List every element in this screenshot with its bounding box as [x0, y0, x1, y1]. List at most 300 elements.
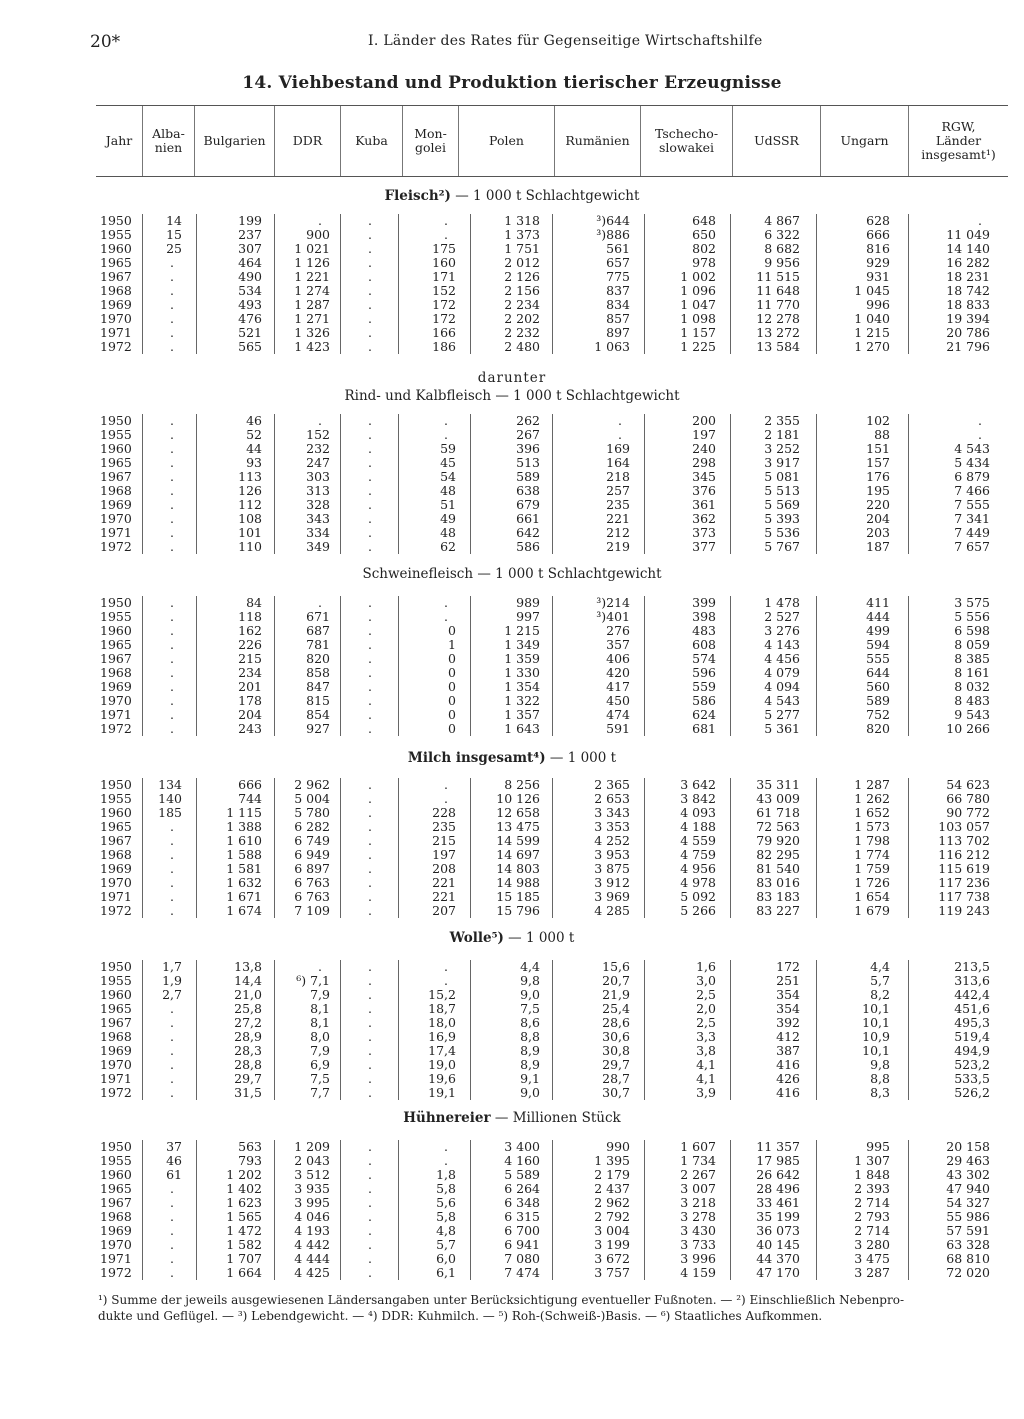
value-cell: 19,0	[428, 1057, 456, 1072]
value-cell: 8 032	[954, 679, 990, 694]
value-cell: 1 623	[226, 1195, 262, 1210]
value-cell: 25	[166, 241, 182, 256]
value-cell: 490	[238, 269, 262, 284]
value-cell: 6 700	[504, 1223, 540, 1238]
value-cell: 2,5	[696, 987, 716, 1002]
value-cell: 7 657	[954, 539, 990, 554]
value-cell: 54 623	[946, 777, 990, 792]
value-cell: 5,7	[436, 1237, 456, 1252]
value-cell: 3,0	[696, 973, 716, 988]
value-cell: 565	[238, 339, 262, 354]
value-cell: 4 956	[680, 861, 716, 876]
value-cell: 3 475	[854, 1251, 890, 1266]
table-row	[0, 1154, 1024, 1167]
column-rule	[644, 414, 645, 554]
value-cell: 28,3	[234, 1043, 262, 1058]
column-rule	[470, 778, 471, 918]
year-cell: 1960	[100, 987, 132, 1002]
value-cell: 990	[606, 1139, 630, 1154]
value-cell: 15 185	[496, 889, 540, 904]
value-cell: 586	[692, 693, 716, 708]
value-cell: 1 472	[226, 1223, 262, 1238]
value-cell: 112	[238, 497, 262, 512]
value-cell: 28,9	[234, 1029, 262, 1044]
column-rule	[142, 960, 143, 1100]
value-cell: .	[368, 469, 372, 484]
value-cell: 1 395	[594, 1153, 630, 1168]
value-cell: 1 674	[226, 903, 262, 918]
value-cell: 1 318	[504, 213, 540, 228]
value-cell: 84	[246, 595, 262, 610]
value-cell: .	[170, 1043, 174, 1058]
footnotes	[98, 1292, 988, 1324]
value-cell: 775	[606, 269, 630, 284]
value-cell: 172	[432, 297, 456, 312]
value-cell: 5 569	[764, 497, 800, 512]
value-cell: 1 643	[504, 721, 540, 736]
value-cell: 61 718	[756, 805, 800, 820]
value-cell: 7,9	[310, 987, 330, 1002]
value-cell: 4,4	[520, 959, 540, 974]
value-cell: .	[368, 595, 372, 610]
value-cell: 35 199	[756, 1209, 800, 1224]
value-cell: 5 589	[504, 1167, 540, 1182]
value-cell: 412	[776, 1029, 800, 1044]
value-cell: 237	[238, 227, 262, 242]
value-cell: 151	[866, 441, 890, 456]
value-cell: 1 679	[854, 903, 890, 918]
value-cell: .	[368, 1001, 372, 1016]
year-cell: 1972	[100, 1085, 132, 1100]
year-cell: 1969	[100, 497, 132, 512]
value-cell: 820	[866, 721, 890, 736]
value-cell: .	[318, 595, 322, 610]
value-cell: 9,0	[520, 1085, 540, 1100]
table-row	[0, 610, 1024, 623]
value-cell: .	[170, 1181, 174, 1196]
value-cell: 4,1	[696, 1071, 716, 1086]
value-cell: 3 875	[594, 861, 630, 876]
value-cell: .	[170, 497, 174, 512]
column-rule	[398, 414, 399, 554]
column-rule	[274, 214, 275, 354]
value-cell: 793	[238, 1153, 262, 1168]
value-cell: 406	[606, 651, 630, 666]
value-cell: 8,9	[520, 1057, 540, 1072]
value-cell: 6 322	[764, 227, 800, 242]
value-cell: 5 266	[680, 903, 716, 918]
value-cell: 313,6	[954, 973, 990, 988]
value-cell: .	[368, 227, 372, 242]
column-rule	[142, 414, 143, 554]
table-row	[0, 666, 1024, 679]
value-cell: 4 252	[594, 833, 630, 848]
value-cell: 559	[692, 679, 716, 694]
value-cell: 213,5	[954, 959, 990, 974]
value-cell: .	[444, 213, 448, 228]
value-cell: 7,7	[310, 1085, 330, 1100]
value-cell: 2 365	[594, 777, 630, 792]
year-cell: 1971	[100, 707, 132, 722]
column-rule	[730, 414, 731, 554]
value-cell: .	[368, 1015, 372, 1030]
value-cell: 8,1	[310, 1001, 330, 1016]
value-cell: 20 158	[946, 1139, 990, 1154]
table-row	[0, 904, 1024, 917]
value-cell: .	[170, 483, 174, 498]
value-cell: 1 664	[226, 1265, 262, 1280]
value-cell: 52	[246, 427, 262, 442]
value-cell: 628	[866, 213, 890, 228]
value-cell: 30,6	[602, 1029, 630, 1044]
table-row	[0, 1196, 1024, 1209]
value-cell: 8,2	[870, 987, 890, 1002]
value-cell: ³)401	[596, 609, 630, 624]
value-cell: 2 179	[594, 1167, 630, 1182]
value-cell: 113	[238, 469, 262, 484]
value-cell: 1 307	[854, 1153, 890, 1168]
value-cell: 4 046	[294, 1209, 330, 1224]
value-cell: 357	[606, 637, 630, 652]
year-cell: 1960	[100, 623, 132, 638]
value-cell: 43 302	[946, 1167, 990, 1182]
value-cell: 398	[692, 609, 716, 624]
column-rule	[908, 1140, 909, 1280]
value-cell: 3 912	[594, 875, 630, 890]
running-head: I. Länder des Rates für Gegenseitige Wirtschaftshilfe	[368, 33, 763, 49]
value-cell: 1 349	[504, 637, 540, 652]
column-rule	[730, 214, 731, 354]
year-cell: 1971	[100, 1251, 132, 1266]
value-cell: .	[170, 861, 174, 876]
table-row	[0, 428, 1024, 441]
value-cell: 1 096	[680, 283, 716, 298]
value-cell: 247	[306, 455, 330, 470]
value-cell: .	[170, 269, 174, 284]
year-cell: 1965	[100, 637, 132, 652]
value-cell: 16,9	[428, 1029, 456, 1044]
value-cell: .	[170, 889, 174, 904]
value-cell: 9,1	[520, 1071, 540, 1086]
value-cell: 0	[448, 665, 456, 680]
value-cell: 648	[692, 213, 716, 228]
value-cell: 83 183	[756, 889, 800, 904]
table-row	[0, 256, 1024, 269]
section-title-main: Hühnereier	[403, 1110, 491, 1126]
value-cell: 464	[238, 255, 262, 270]
value-cell: 6 315	[504, 1209, 540, 1224]
value-cell: 4 978	[680, 875, 716, 890]
column-rule	[816, 960, 817, 1100]
value-cell: 376	[692, 483, 716, 498]
column-rule	[274, 414, 275, 554]
value-cell: 5 081	[764, 469, 800, 484]
column-rule	[730, 960, 731, 1100]
table-row	[0, 1224, 1024, 1237]
value-cell: 8 256	[504, 777, 540, 792]
section-title	[0, 388, 1024, 404]
page-number: 20*	[90, 32, 121, 52]
value-cell: 7,9	[310, 1043, 330, 1058]
value-cell: 6 879	[954, 469, 990, 484]
value-cell: 555	[866, 651, 890, 666]
column-rule	[730, 1140, 731, 1280]
table-row	[0, 862, 1024, 875]
value-cell: .	[170, 651, 174, 666]
value-cell: 4 867	[764, 213, 800, 228]
value-cell: 387	[776, 1043, 800, 1058]
table-row	[0, 340, 1024, 353]
value-cell: 3 287	[854, 1265, 890, 1280]
value-cell: 399	[692, 595, 716, 610]
value-cell: 442,4	[954, 987, 990, 1002]
year-cell: 1972	[100, 339, 132, 354]
value-cell: .	[170, 455, 174, 470]
value-cell: 15,2	[428, 987, 456, 1002]
value-cell: 328	[306, 497, 330, 512]
value-cell: 681	[692, 721, 716, 736]
value-cell: .	[368, 339, 372, 354]
column-rule	[644, 214, 645, 354]
value-cell: .	[368, 525, 372, 540]
value-cell: .	[444, 791, 448, 806]
value-cell: .	[170, 311, 174, 326]
value-cell: 6,9	[310, 1057, 330, 1072]
value-cell: 1 002	[680, 269, 716, 284]
value-cell: 5 536	[764, 525, 800, 540]
value-cell: 18 833	[946, 297, 990, 312]
value-cell: 834	[606, 297, 630, 312]
value-cell: .	[368, 1085, 372, 1100]
value-cell: .	[444, 777, 448, 792]
value-cell: 1 271	[294, 311, 330, 326]
value-cell: .	[170, 255, 174, 270]
value-cell: .	[444, 413, 448, 428]
value-cell: 3 969	[594, 889, 630, 904]
column-rule	[816, 414, 817, 554]
value-cell: 5 361	[764, 721, 800, 736]
value-cell: 2 653	[594, 791, 630, 806]
value-cell: 3 199	[594, 1237, 630, 1252]
value-cell: 204	[238, 707, 262, 722]
value-cell: 8,0	[310, 1029, 330, 1044]
table-row	[0, 876, 1024, 889]
value-cell: 47 940	[946, 1181, 990, 1196]
column-rule	[644, 1140, 645, 1280]
table-row	[0, 1238, 1024, 1251]
section-title	[0, 1110, 1024, 1126]
value-cell: .	[170, 1209, 174, 1224]
year-cell: 1965	[100, 255, 132, 270]
value-cell: 1 021	[294, 241, 330, 256]
table-row	[0, 242, 1024, 255]
column-rule	[196, 778, 197, 918]
value-cell: 744	[238, 791, 262, 806]
value-cell: 4 285	[594, 903, 630, 918]
value-cell: 61	[166, 1167, 182, 1182]
year-cell: 1970	[100, 875, 132, 890]
value-cell: 4 543	[764, 693, 800, 708]
value-cell: 169	[606, 441, 630, 456]
value-cell: 2 527	[764, 609, 800, 624]
value-cell: 589	[516, 469, 540, 484]
value-cell: 1,9	[162, 973, 182, 988]
value-cell: .	[170, 679, 174, 694]
table-row	[0, 722, 1024, 735]
value-cell: 1 359	[504, 651, 540, 666]
header-tschechoslowakei: Tschecho- slowakei	[640, 106, 732, 176]
year-cell: 1950	[100, 413, 132, 428]
value-cell: .	[170, 1223, 174, 1238]
value-cell: 36 073	[756, 1223, 800, 1238]
section-title-unit: Schweinefleisch — 1 000 t Schlachtgewicht	[362, 566, 662, 582]
value-cell: 243	[238, 721, 262, 736]
header-polen: Polen	[458, 106, 554, 176]
section-title-main: Wolle⁵)	[449, 930, 504, 946]
year-cell: 1968	[100, 483, 132, 498]
value-cell: 396	[516, 441, 540, 456]
value-cell: 19,6	[428, 1071, 456, 1086]
value-cell: .	[170, 511, 174, 526]
value-cell: 10 266	[946, 721, 990, 736]
year-cell: 1969	[100, 1043, 132, 1058]
value-cell: 62	[440, 539, 456, 554]
value-cell: 11 515	[756, 269, 800, 284]
value-cell: .	[368, 497, 372, 512]
value-cell: .	[368, 889, 372, 904]
value-cell: .	[170, 637, 174, 652]
column-rule	[340, 596, 341, 736]
column-rule	[470, 960, 471, 1100]
value-cell: 15	[166, 227, 182, 242]
value-cell: 208	[432, 861, 456, 876]
value-cell: 7 341	[954, 511, 990, 526]
table-row	[0, 214, 1024, 227]
value-cell: .	[368, 609, 372, 624]
value-cell: 11 357	[756, 1139, 800, 1154]
value-cell: 199	[238, 213, 262, 228]
value-cell: 638	[516, 483, 540, 498]
value-cell: .	[368, 1265, 372, 1280]
value-cell: 1 848	[854, 1167, 890, 1182]
column-rule	[196, 414, 197, 554]
value-cell: 175	[432, 241, 456, 256]
value-cell: 392	[776, 1015, 800, 1030]
value-cell: 1 565	[226, 1209, 262, 1224]
value-cell: 361	[692, 497, 716, 512]
value-cell: 2 393	[854, 1181, 890, 1196]
year-cell: 1967	[100, 1015, 132, 1030]
value-cell: .	[368, 665, 372, 680]
value-cell: .	[444, 959, 448, 974]
year-cell: 1972	[100, 539, 132, 554]
value-cell: 37	[166, 1139, 182, 1154]
column-rule	[552, 1140, 553, 1280]
value-cell: 10,9	[862, 1029, 890, 1044]
value-cell: .	[368, 973, 372, 988]
value-cell: 234	[238, 665, 262, 680]
value-cell: .	[368, 1139, 372, 1154]
value-cell: 6 763	[294, 889, 330, 904]
value-cell: 644	[866, 665, 890, 680]
value-cell: .	[170, 469, 174, 484]
value-cell: 12 658	[496, 805, 540, 820]
year-cell: 1960	[100, 1167, 132, 1182]
table-row	[0, 470, 1024, 483]
value-cell: .	[170, 339, 174, 354]
column-rule	[274, 778, 275, 918]
value-cell: 1 726	[854, 875, 890, 890]
value-cell: 178	[238, 693, 262, 708]
value-cell: .	[170, 539, 174, 554]
value-cell: 5 556	[954, 609, 990, 624]
value-cell: .	[368, 427, 372, 442]
value-cell: 200	[692, 413, 716, 428]
value-cell: .	[368, 1153, 372, 1168]
value-cell: 126	[238, 483, 262, 498]
value-cell: 4 094	[764, 679, 800, 694]
value-cell: 493	[238, 297, 262, 312]
value-cell: 1 262	[854, 791, 890, 806]
column-rule	[142, 778, 143, 918]
value-cell: 4 093	[680, 805, 716, 820]
value-cell: 450	[606, 693, 630, 708]
value-cell: 197	[432, 847, 456, 862]
value-cell: 221	[432, 889, 456, 904]
value-cell: 204	[866, 511, 890, 526]
table-row	[0, 270, 1024, 283]
section-title-main: Milch insgesamt⁴)	[407, 750, 546, 766]
value-cell: 6 348	[504, 1195, 540, 1210]
value-cell: 220	[866, 497, 890, 512]
column-rule	[398, 1140, 399, 1280]
value-cell: 483	[692, 623, 716, 638]
value-cell: 929	[866, 255, 890, 270]
value-cell: 221	[606, 511, 630, 526]
column-rule	[816, 596, 817, 736]
table-row	[0, 456, 1024, 469]
value-cell: 1 581	[226, 861, 262, 876]
value-cell: 476	[238, 311, 262, 326]
value-cell: 30,8	[602, 1043, 630, 1058]
value-cell: 93	[246, 455, 262, 470]
value-cell: 0	[448, 679, 456, 694]
year-cell: 1971	[100, 325, 132, 340]
value-cell: .	[368, 679, 372, 694]
value-cell: 185	[158, 805, 182, 820]
value-cell: 4,8	[436, 1223, 456, 1238]
section-title-unit: — Millionen Stück	[490, 1110, 621, 1126]
value-cell: 228	[432, 805, 456, 820]
value-cell: 897	[606, 325, 630, 340]
table-row	[0, 890, 1024, 903]
value-cell: 4 193	[294, 1223, 330, 1238]
year-cell: 1967	[100, 1195, 132, 1210]
value-cell: 298	[692, 455, 716, 470]
value-cell: 3 512	[294, 1167, 330, 1182]
section-title	[0, 930, 1024, 946]
year-cell: 1967	[100, 833, 132, 848]
column-rule	[340, 960, 341, 1100]
value-cell: 79 920	[756, 833, 800, 848]
header-jahr: Jahr	[105, 133, 133, 148]
value-cell: 608	[692, 637, 716, 652]
value-cell: 5,8	[436, 1209, 456, 1224]
table-row	[0, 526, 1024, 539]
column-rule	[398, 214, 399, 354]
value-cell: 66 780	[946, 791, 990, 806]
column-rule	[816, 214, 817, 354]
